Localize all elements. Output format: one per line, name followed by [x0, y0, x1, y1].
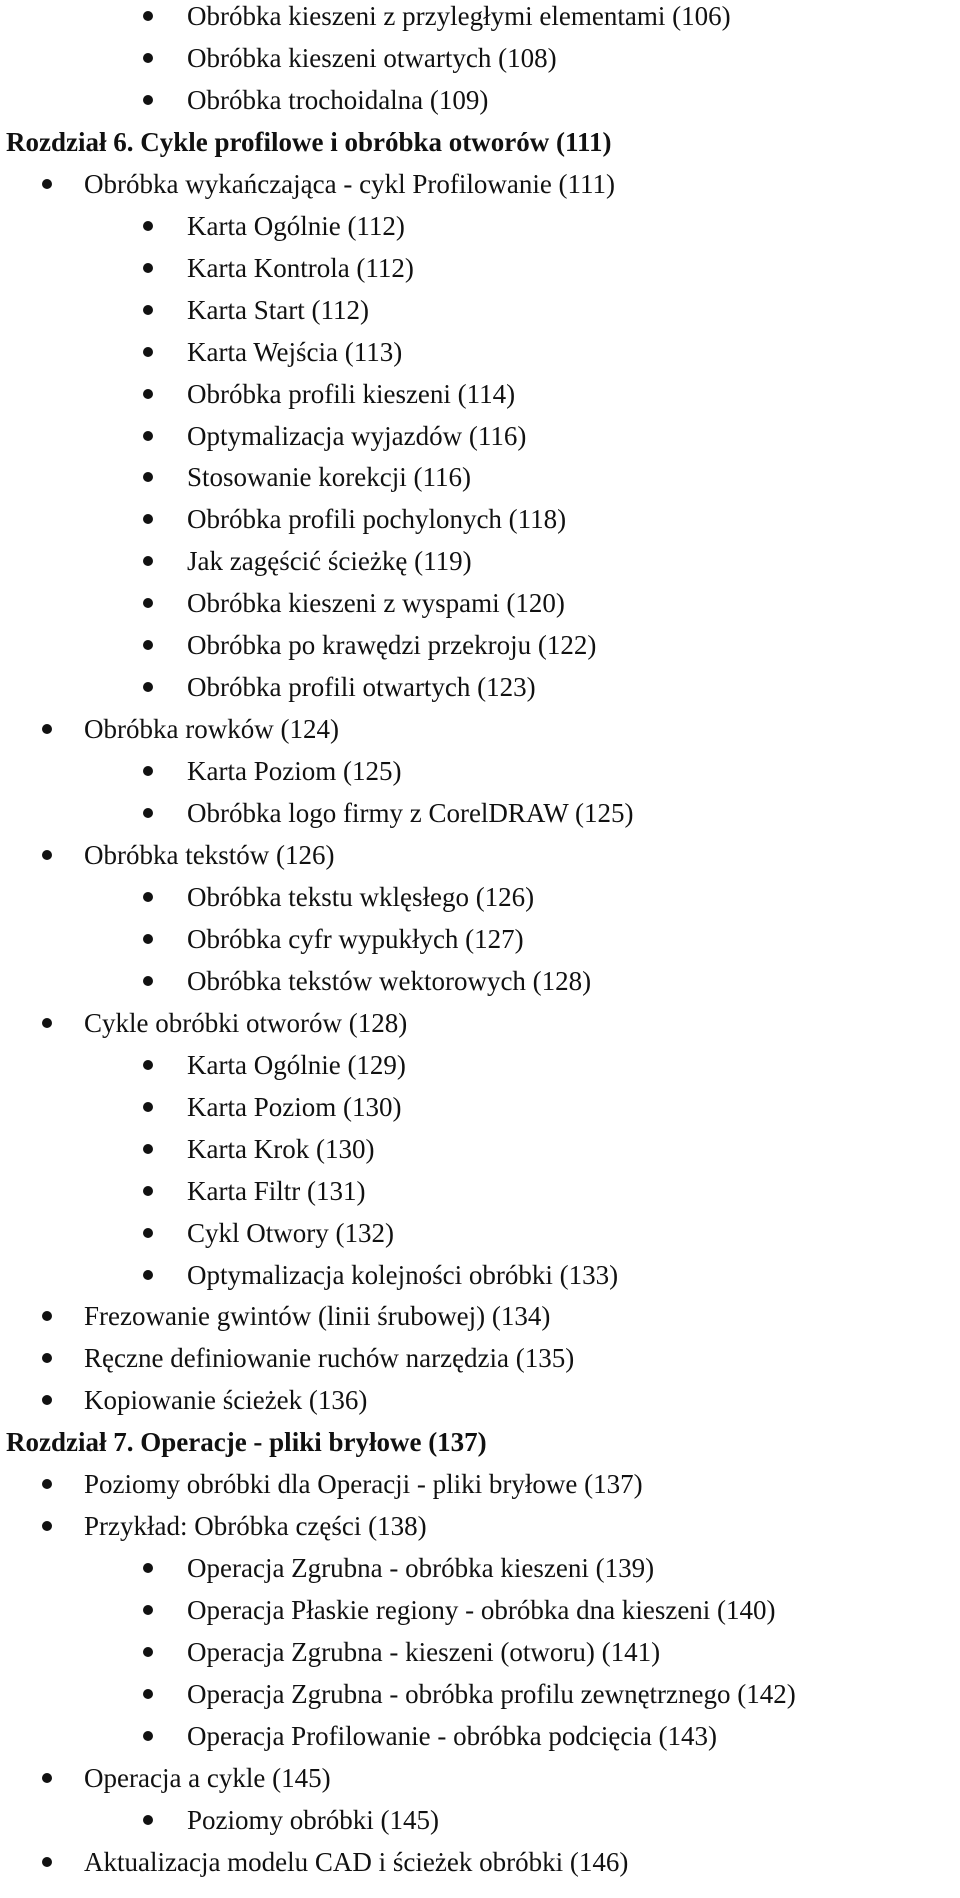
bullet-icon — [42, 1353, 52, 1363]
toc-entry-text: Cykle obróbki otworów (128) — [84, 1008, 408, 1038]
bullet-icon — [143, 1605, 153, 1615]
toc-entry-text: Obróbka po krawędzi przekroju (122) — [187, 630, 597, 660]
bullet-icon — [143, 1186, 153, 1196]
toc-entry-text: Obróbka tekstu wklęsłego (126) — [187, 882, 535, 912]
bullet-icon — [143, 1731, 153, 1741]
toc-entry-text: Operacja a cykle (145) — [84, 1763, 331, 1793]
bullet-icon — [42, 1018, 52, 1028]
toc-entry-text: Operacja Zgrubna - kieszeni (otworu) (141) — [187, 1637, 661, 1667]
toc-entry-text: Rozdział 7. Operacje - pliki bryłowe (137) — [6, 1427, 487, 1457]
bullet-icon — [42, 1479, 52, 1489]
toc-entry-text: Obróbka kieszeni z przyległymi elementami (106) — [187, 1, 731, 31]
bullet-icon — [143, 1102, 153, 1112]
bullet-icon — [143, 1647, 153, 1657]
bullet-icon — [143, 934, 153, 944]
bullet-icon — [143, 556, 153, 566]
bullet-icon — [143, 1144, 153, 1154]
toc-entry-text: Obróbka profili otwartych (123) — [187, 672, 536, 702]
bullet-icon — [143, 640, 153, 650]
bullet-icon — [143, 514, 153, 524]
toc-entry-text: Aktualizacja modelu CAD i ścieżek obróbki (146) — [84, 1847, 629, 1877]
bullet-icon — [143, 305, 153, 315]
bullet-icon — [143, 1815, 153, 1825]
bullet-icon — [143, 347, 153, 357]
bullet-icon — [143, 1563, 153, 1573]
toc-entry-text: Optymalizacja kolejności obróbki (133) — [187, 1260, 619, 1290]
bullet-icon — [42, 179, 52, 189]
toc-entry-text: Operacja Zgrubna - obróbka profilu zewnętrznego (142) — [187, 1679, 796, 1709]
toc-entry-text: Karta Krok (130) — [187, 1134, 375, 1164]
toc-entry-text: Karta Ogólnie (112) — [187, 211, 405, 241]
toc-entry-text: Obróbka profili kieszeni (114) — [187, 379, 516, 409]
toc-entry-text: Obróbka rowków (124) — [84, 714, 339, 744]
bullet-icon — [143, 1270, 153, 1280]
bullet-icon — [143, 892, 153, 902]
bullet-icon — [143, 11, 153, 21]
bullet-icon — [143, 1689, 153, 1699]
toc-entry-text: Obróbka trochoidalna (109) — [187, 85, 489, 115]
bullet-icon — [143, 95, 153, 105]
toc-entry-text: Obróbka kieszeni otwartych (108) — [187, 43, 557, 73]
bullet-icon — [143, 263, 153, 273]
bullet-icon — [42, 850, 52, 860]
toc-entry-text: Stosowanie korekcji (116) — [187, 462, 471, 492]
bullet-icon — [143, 808, 153, 818]
bullet-icon — [42, 1773, 52, 1783]
toc-entry-text: Poziomy obróbki (145) — [187, 1805, 439, 1835]
bullet-icon — [42, 1395, 52, 1405]
bullet-icon — [143, 221, 153, 231]
toc-entry-text: Karta Start (112) — [187, 295, 369, 325]
toc-entry-text: Operacja Profilowanie - obróbka podcięcia (143) — [187, 1721, 718, 1751]
toc-entry-text: Obróbka cyfr wypukłych (127) — [187, 924, 524, 954]
toc-entry-text: Karta Filtr (131) — [187, 1176, 366, 1206]
toc-entry-text: Karta Ogólnie (129) — [187, 1050, 406, 1080]
toc-entry-text: Poziomy obróbki dla Operacji - pliki bryłowe (137) — [84, 1469, 643, 1499]
bullet-icon — [143, 472, 153, 482]
bullet-icon — [143, 389, 153, 399]
toc-entry-text: Obróbka logo firmy z CorelDRAW (125) — [187, 798, 634, 828]
toc-entry-text: Operacja Zgrubna - obróbka kieszeni (139) — [187, 1553, 655, 1583]
bullet-icon — [143, 976, 153, 986]
toc-entry-text: Karta Poziom (125) — [187, 756, 402, 786]
bullet-icon — [143, 1228, 153, 1238]
bullet-icon — [143, 431, 153, 441]
bullet-icon — [42, 1857, 52, 1867]
toc-entry-text: Obróbka wykańczająca - cykl Profilowanie (111) — [84, 169, 616, 199]
toc-entry-text: Karta Wejścia (113) — [187, 337, 403, 367]
bullet-icon — [143, 1060, 153, 1070]
bullet-icon — [143, 598, 153, 608]
bullet-icon — [42, 1311, 52, 1321]
toc-entry-text: Obróbka tekstów wektorowych (128) — [187, 966, 592, 996]
toc-entry-text: Karta Poziom (130) — [187, 1092, 402, 1122]
toc-entry-text: Frezowanie gwintów (linii śrubowej) (134) — [84, 1301, 551, 1331]
toc-entry-text: Kopiowanie ścieżek (136) — [84, 1385, 368, 1415]
toc-entry-text: Karta Kontrola (112) — [187, 253, 414, 283]
bullet-icon — [143, 682, 153, 692]
toc-entry-text: Ręczne definiowanie ruchów narzędzia (135) — [84, 1343, 575, 1373]
bullet-icon — [143, 53, 153, 63]
toc-entry-text: Przykład: Obróbka części (138) — [84, 1511, 427, 1541]
toc-entry-text: Cykl Otwory (132) — [187, 1218, 394, 1248]
toc-entry-text: Obróbka kieszeni z wyspami (120) — [187, 588, 565, 618]
toc-entry-text: Obróbka profili pochylonych (118) — [187, 504, 567, 534]
toc-entry-text: Operacja Płaskie regiony - obróbka dna kieszeni (140) — [187, 1595, 776, 1625]
toc-entry-text: Obróbka tekstów (126) — [84, 840, 335, 870]
toc-entry-text: Optymalizacja wyjazdów (116) — [187, 421, 527, 451]
bullet-icon — [143, 766, 153, 776]
bullet-icon — [42, 724, 52, 734]
bullet-icon — [42, 1521, 52, 1531]
toc-entry-text: Rozdział 6. Cykle profilowe i obróbka otworów (111) — [6, 127, 612, 157]
toc-entry-text: Jak zagęścić ścieżkę (119) — [187, 546, 472, 576]
